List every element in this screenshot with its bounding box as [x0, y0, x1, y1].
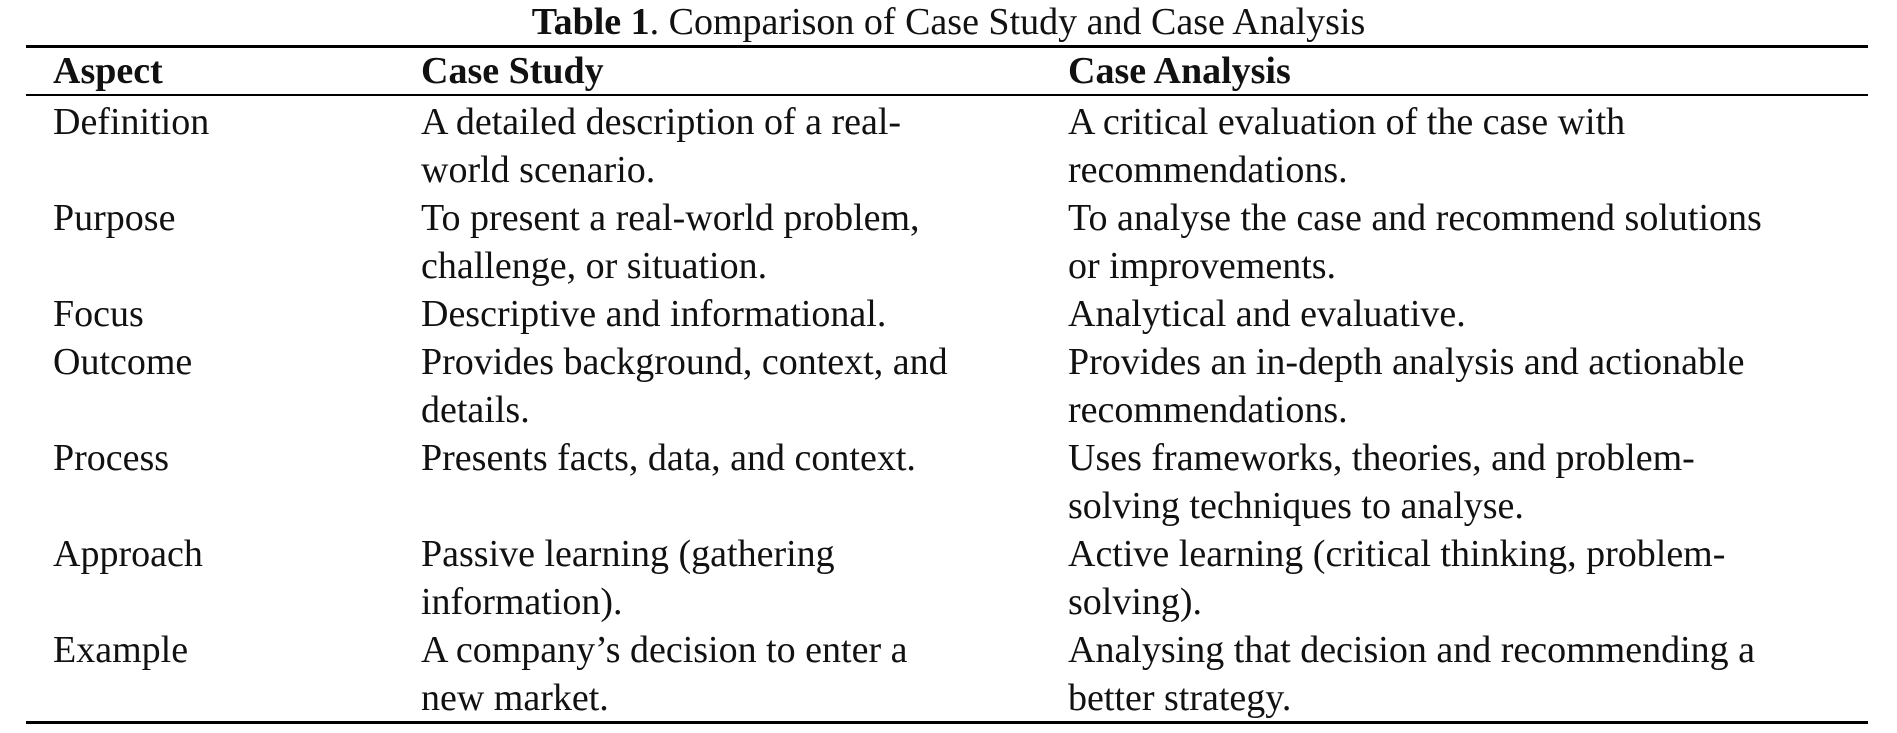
- table-bottom-rule: [26, 721, 1868, 724]
- cell-line: solving techniques to analyse.: [1068, 485, 1524, 527]
- table-row: [0, 194, 1897, 290]
- cell-line: A critical evaluation of the case with: [1068, 101, 1626, 143]
- case-analysis-cell: [1068, 626, 1868, 722]
- case-study-cell: [421, 626, 1041, 722]
- case-analysis-cell: [1068, 290, 1868, 338]
- header-case-study: Case Study: [421, 50, 604, 92]
- cell-line: recommendations.: [1068, 149, 1348, 191]
- cell-line: Analytical and evaluative.: [1068, 293, 1466, 335]
- case-study-cell: [421, 290, 1041, 338]
- table-caption-text: . Comparison of Case Study and Case Analysis: [649, 1, 1366, 43]
- header-aspect: Aspect: [53, 50, 163, 92]
- cell-line: solving).: [1068, 581, 1203, 623]
- cell-line: Provides an in-depth analysis and actionable: [1068, 341, 1745, 383]
- case-analysis-cell: [1068, 530, 1868, 626]
- cell-line: A detailed description of a real-: [421, 101, 902, 143]
- case-analysis-cell: [1068, 194, 1868, 290]
- case-study-cell: [421, 98, 1041, 194]
- aspect-cell: Outcome: [53, 341, 193, 383]
- table-row: [0, 434, 1897, 530]
- case-analysis-cell: [1068, 434, 1868, 530]
- cell-line: Active learning (critical thinking, problem-: [1068, 533, 1726, 575]
- aspect-cell: Definition: [53, 101, 210, 143]
- aspect-cell: Example: [53, 629, 189, 671]
- cell-line: or improvements.: [1068, 245, 1337, 287]
- cell-line: better strategy.: [1068, 677, 1292, 719]
- cell-line: A company’s decision to enter a: [421, 629, 908, 671]
- case-analysis-cell: [1068, 98, 1868, 194]
- cell-line: Provides background, context, and: [421, 341, 948, 383]
- case-study-cell: [421, 194, 1041, 290]
- table-header-rule: [26, 94, 1868, 96]
- cell-line: Descriptive and informational.: [421, 293, 887, 335]
- table-row: [0, 338, 1897, 434]
- case-study-cell: [421, 530, 1041, 626]
- cell-line: Analysing that decision and recommending a: [1068, 629, 1755, 671]
- cell-line: To present a real-world problem,: [421, 197, 920, 239]
- cell-line: new market.: [421, 677, 609, 719]
- aspect-cell: Approach: [53, 533, 203, 575]
- cell-line: challenge, or situation.: [421, 245, 768, 287]
- aspect-cell: Focus: [53, 293, 144, 335]
- case-study-cell: [421, 338, 1041, 434]
- cell-line: details.: [421, 389, 530, 431]
- table-caption: [0, 0, 1897, 44]
- cell-line: Uses frameworks, theories, and problem-: [1068, 437, 1695, 479]
- cell-line: information).: [421, 581, 623, 623]
- aspect-cell: Purpose: [53, 197, 176, 239]
- header-case-analysis: Case Analysis: [1068, 50, 1291, 92]
- cell-line: recommendations.: [1068, 389, 1348, 431]
- table-row: [0, 626, 1897, 722]
- case-study-cell: [421, 434, 1041, 482]
- table-row: [0, 98, 1897, 194]
- table-caption-label: Table 1: [531, 1, 650, 43]
- table-body: [0, 98, 1897, 722]
- cell-line: world scenario.: [421, 149, 656, 191]
- table-header-row: [0, 48, 1897, 94]
- cell-line: Presents facts, data, and context.: [421, 437, 916, 479]
- cell-line: Passive learning (gathering: [421, 533, 835, 575]
- table-row: [0, 290, 1897, 338]
- table-row: [0, 530, 1897, 626]
- aspect-cell: Process: [53, 437, 170, 479]
- case-analysis-cell: [1068, 338, 1868, 434]
- cell-line: To analyse the case and recommend solutions: [1068, 197, 1762, 239]
